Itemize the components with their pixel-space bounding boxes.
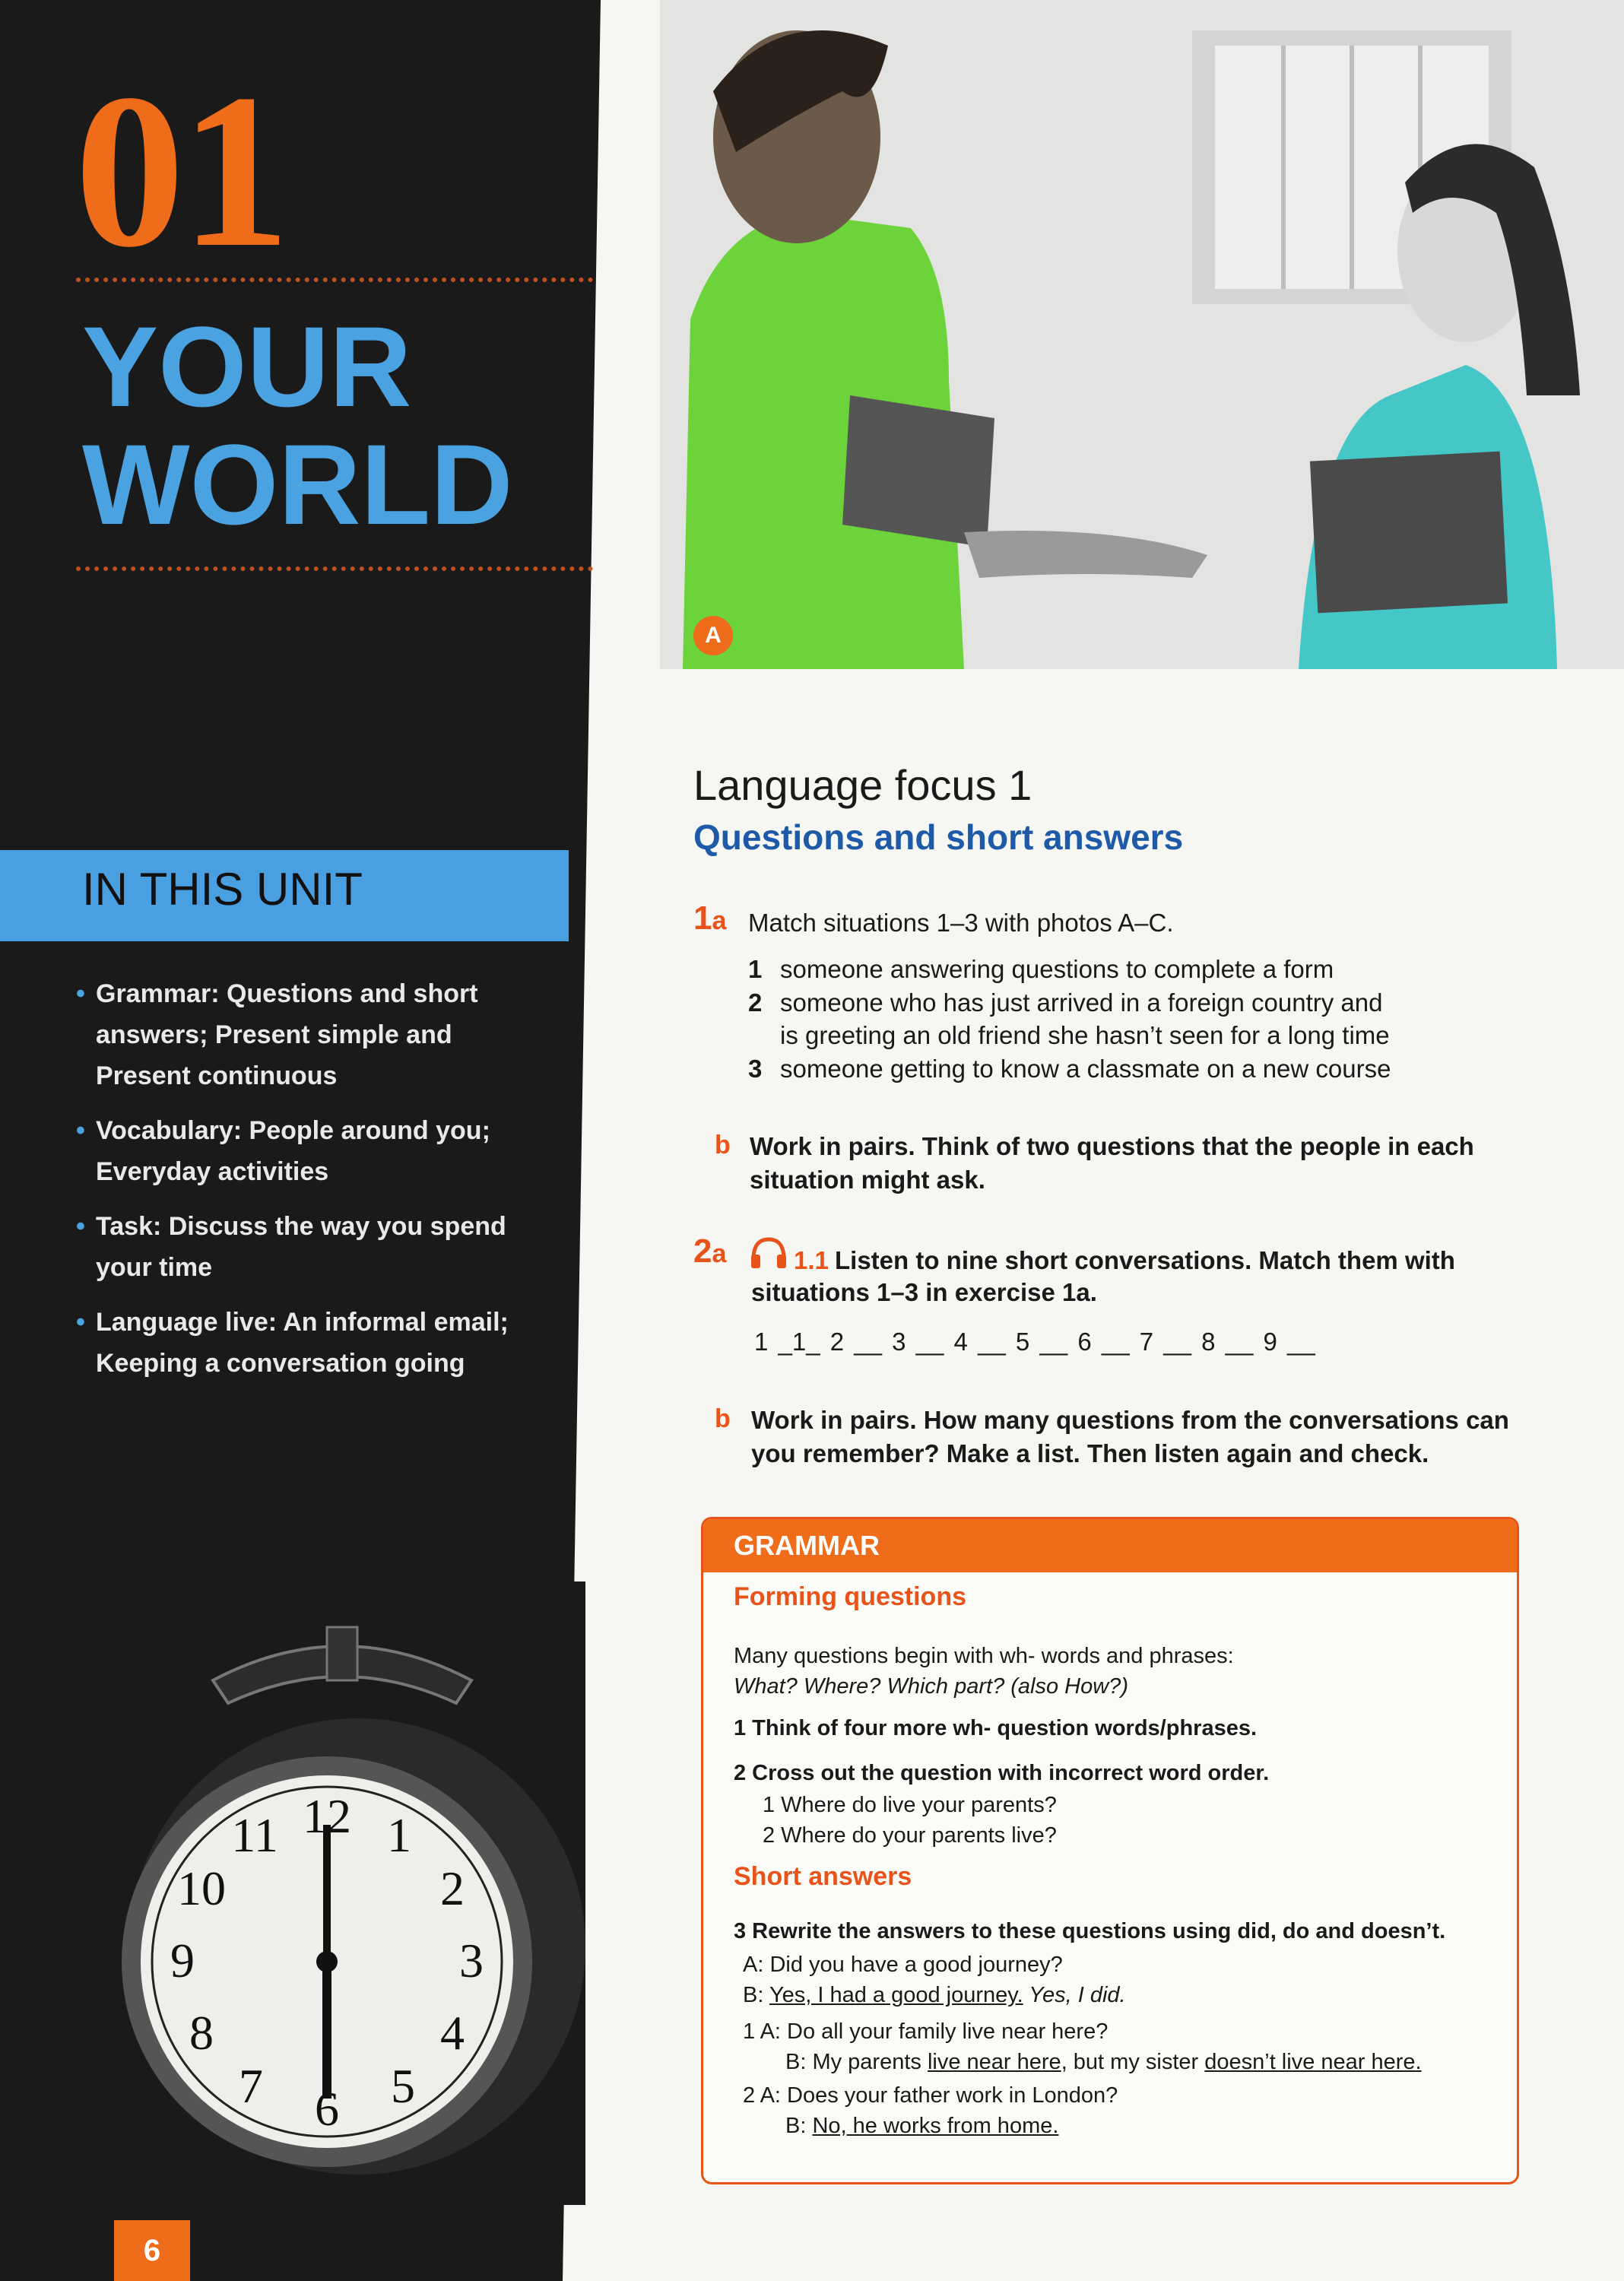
exercise-1a-number	[693, 899, 727, 937]
item-underlined: No, he works from home.	[812, 2114, 1059, 2138]
exercise-2b-letter	[715, 1402, 731, 1436]
divider	[76, 278, 593, 282]
svg-text:9: 9	[170, 1934, 195, 1988]
svg-text:3: 3	[459, 1934, 484, 1988]
grammar-text: What? Where? Which part? (also How?)	[734, 1674, 1128, 1699]
svg-text:1: 1	[387, 1808, 411, 1862]
svg-text:11: 11	[231, 1808, 278, 1862]
exercise-2a-text: Listen to nine short conversations. Match them with	[835, 1246, 1455, 1274]
grammar-example	[743, 1980, 1126, 2010]
grammar-item: 1 A: Do all your family live near here?	[743, 2019, 1109, 2044]
item-number: 3	[748, 1055, 763, 1083]
grammar-question: 2 Cross out the question with incorrect word order.	[734, 1761, 1270, 1785]
unit-title-line2: WORLD	[82, 420, 513, 548]
item-text: someone getting to know a classmate on a new course	[780, 1055, 1391, 1083]
section-title: Language focus 1	[693, 761, 1032, 809]
page-number: 6	[114, 2220, 190, 2281]
exercise-1b-text: Work in pairs. Think of two questions that the people in each	[750, 1132, 1474, 1160]
svg-text:6: 6	[315, 2082, 339, 2136]
svg-text:2: 2	[440, 1861, 465, 1915]
exercise-2a-number	[693, 1235, 726, 1271]
grammar-header: GRAMMAR	[703, 1519, 1517, 1572]
answer-line: 1 _1_ 2 __ 3 __ 4 __ 5 __ 6 __ 7 __ 8 __ 9 __	[754, 1328, 1315, 1356]
exercise-1a-instruction: Match situations 1–3 with photos A–C.	[748, 909, 1174, 937]
headphones-icon	[749, 1236, 788, 1270]
grammar-item	[785, 2047, 1422, 2077]
list-item: • Language live: An informal email; Keeping a conversation going	[82, 1302, 538, 1384]
grammar-text: Many questions begin with wh- words and phrases:	[734, 1644, 1234, 1668]
example-prefix: B:	[743, 1983, 769, 2007]
item-number: 2	[748, 988, 763, 1017]
exercise-letter: a	[712, 906, 727, 935]
grammar-item	[785, 2111, 1058, 2141]
unit-contents-list	[82, 973, 538, 1397]
track-number: 1.1	[794, 1246, 829, 1274]
list-item: • Grammar: Questions and short answers; Present simple and Present continuous	[82, 973, 538, 1096]
item-text: is greeting an old friend she hasn’t seen for a long time	[780, 1021, 1390, 1049]
grammar-subheading: Forming questions	[734, 1582, 966, 1611]
unit-number: 01	[75, 49, 286, 293]
item-number: 1	[748, 955, 763, 983]
exercise-letter: b	[715, 1404, 731, 1433]
alarm-clock-image	[99, 1581, 585, 2205]
photo-people-meeting	[660, 0, 1624, 669]
section-subtitle: Questions and short answers	[693, 817, 1184, 857]
exercise-2a-text: situations 1–3 in exercise 1a.	[751, 1278, 1097, 1306]
exercise-2b-text: Work in pairs. How many questions from the conversations can	[751, 1406, 1509, 1434]
exercise-1b-text: situation might ask.	[750, 1166, 985, 1194]
item-prefix: B:	[785, 2114, 813, 2138]
photo-label-badge: A	[693, 616, 733, 655]
grammar-example: A: Did you have a good journey?	[743, 1953, 1063, 1977]
grammar-option: 1 Where do live your parents?	[763, 1793, 1057, 1817]
svg-text:4: 4	[440, 2006, 465, 2060]
grammar-box	[701, 1517, 1519, 2184]
item-text: someone answering questions to complete a form	[780, 955, 1334, 983]
list-item: • Vocabulary: People around you; Everyday activities	[82, 1110, 538, 1192]
item-text: someone who has just arrived in a foreign country and	[780, 988, 1383, 1017]
grammar-question: 1 Think of four more wh- question words/phrases.	[734, 1716, 1258, 1740]
svg-text:7: 7	[239, 2059, 263, 2113]
grammar-option: 2 Where do your parents live?	[763, 1823, 1057, 1848]
svg-text:10: 10	[177, 1861, 226, 1915]
item-underlined: doesn’t live near here.	[1204, 2050, 1422, 2074]
unit-title	[82, 303, 513, 548]
unit-title-line1: YOUR	[82, 303, 412, 430]
exercise-number: 2	[693, 1233, 712, 1270]
item-prefix: B: My parents	[785, 2050, 928, 2074]
in-this-unit-title: IN THIS UNIT	[82, 864, 363, 915]
exercise-letter: b	[715, 1131, 731, 1160]
grammar-item: 2 A: Does your father work in London?	[743, 2083, 1118, 2108]
exercise-1b-letter	[715, 1128, 731, 1162]
example-underlined: Yes, I had a good journey.	[769, 1983, 1023, 2007]
svg-text:8: 8	[189, 2006, 214, 2060]
exercise-letter: a	[712, 1239, 727, 1268]
exercise-number: 1	[693, 899, 712, 937]
exercise-2b-text: you remember? Make a list. Then listen again and check.	[751, 1439, 1429, 1467]
svg-text:12: 12	[303, 1789, 351, 1843]
list-item: • Task: Discuss the way you spend your time	[82, 1206, 538, 1288]
item-text: , but my sister	[1061, 2050, 1205, 2074]
grammar-question: 3 Rewrite the answers to these questions using did, do and doesn’t.	[734, 1919, 1446, 1943]
grammar-subheading: Short answers	[734, 1862, 912, 1891]
divider	[76, 566, 593, 571]
item-underlined: live near here	[927, 2050, 1061, 2074]
example-answer: Yes, I did.	[1023, 1983, 1126, 2007]
svg-text:5: 5	[391, 2059, 415, 2113]
